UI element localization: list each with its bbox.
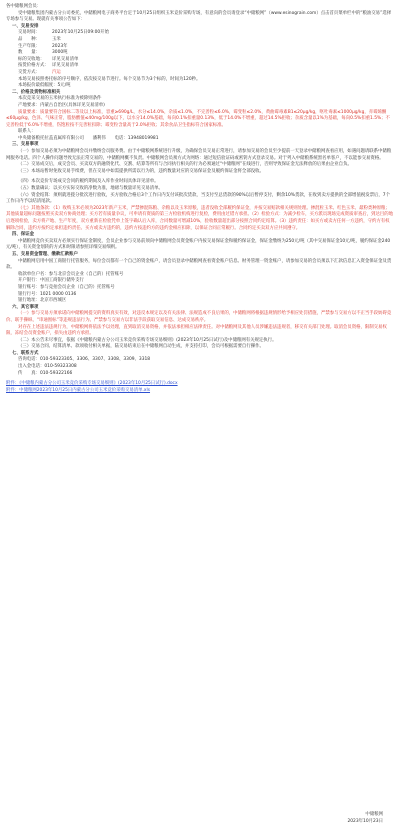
quantity-row: 数 量： 3000吨 — [18, 50, 68, 56]
matter-item: （二）交易成交后，成交会员、买卖双方的融资化代、交割、结算等所有与合同执行相关的行为必须通过“中储粮网”在线进行，否则导致保证金无法释放的后果由企业自负。 — [18, 162, 352, 168]
signature-date: 2023年10月23日 — [347, 818, 383, 824]
transport-row: 交货方式： 汽运 — [18, 69, 61, 75]
section-title-standard: 二、价格及货物标准相关 — [12, 89, 61, 95]
section-title-other: 六、其它事项 — [12, 304, 39, 310]
attachment-link-rules[interactable]: 附件：《中储粮内蒙古分公司玉米竞价采购专场交易细则》(2023年10月25日试行).docx — [6, 381, 178, 387]
rule-line: 本场报价最低幅度：5元/吨 — [18, 83, 71, 89]
section-title-deposit: 四、保证金 — [12, 232, 34, 238]
pricing-row: 按货价格方式： 详见交易清单 — [18, 63, 79, 69]
other-item: 对存在上述违法违规行为，中储粮网将依法予以处理，直到取消交易资格，并依法承担相应法律责任。对中储粮网及其他人员涉嫌违法违规者，移交有关部门处理。取消会员资格，限制交易权限，冻结会员资金账户，损失由违约方承担。 — [6, 324, 387, 337]
other-item: （三）交易合同、结算清单、款项收付相关单据，陆交易结束后在中储粮网自动生成，并支持打印，会员可根据需要自行操作。 — [18, 344, 264, 350]
trade-info — [6, 30, 393, 76]
section-title-matters: 三、交易事项 — [12, 142, 39, 148]
attachment-link-list[interactable]: 附件：中储粮网2023年10月25日内蒙古分公司玉米竞价采购交易清单.xls — [6, 387, 151, 393]
trade-time-row: 交易时间： 2023年10月25日09:00开始 — [18, 30, 109, 36]
signature-name: 中储粮网 — [365, 812, 383, 817]
standard-intro: 本次竞采交易的玉米执行标准为被除则条件 — [18, 96, 102, 102]
section-title-funds: 五、交易资金管理、缴款汇款账户 — [12, 251, 78, 257]
other-item: （一）参与交易方须承诺向中储粮网提交的资料真实有效，对违反本规定以及有关法律、法规造成不良后果的，中储粮网将根据违规情形给予相应处罚措施，严禁参与交易方以不正当手段妨碍竞价、联手操纵、“串通围标”等违规违法行为。严禁参与交易方以非法手段获取交易信息、达成交易秩序。 — [6, 311, 392, 323]
delivery-place-row: 标的交收地： 详见交易清单 — [18, 56, 79, 62]
contact-label: 联系人： — [18, 129, 36, 135]
year-row: 生产年限： 2023年 — [18, 43, 68, 49]
origin-requirement: 产地要求：内蒙古自治区(具体详见交易清单) — [18, 102, 105, 108]
matter-item: （五）数量确认：以买方实际交收的净数为准，地磅与数量详见交易清单。 — [18, 186, 163, 192]
phone-row: 咨询电话：010-59323305、3306、3307、3308、3309、3318 — [18, 357, 151, 363]
bank-row: 银行账号：参与竞拍会员企业（自己的）托管账号 — [18, 284, 115, 290]
matter-item-other: （七）其他条款：（1）收购玉米必须为2023年新产玉米，严禁掺混陈粮、杂粮以及玉米原粮，违者没收全部履约保证金，并按交易赔款相关规则处理。掺混粒玉米、红色玉米、最粉类种原粮；其他质量超标问题按照买卖双方协商处理；买方若有质量争议，可申请有资质的第三方检验机构进行复检，费用由过错方承担。（2）检验方式：为减少检车，买方派员现场完成资质审查后，到达目的地后逐项检验，卖方将产地、生产年度，双方重新在检验凭单上签字确认后入库，合同数量可增减10%，验收数量超出部分按照合同约定结算。（3）违约责任：如买方或卖方任何一方违约，守约方有权解除合同，违约方按约定承担违约责任。买方或卖方违约的，违约方按违约方的违约金相应扣除，以保证合同正常履行。合同约定买卖双方应共同遵守。 — [6, 205, 393, 231]
phone-row: 传 真：010-59322166 — [18, 370, 73, 376]
other-item: （二）本公告未尽事宜，依据《中储粮内蒙古分公司玉米竞价采购专场交易细则》(2023年10月25日试行)及中储粮网有关规定执行。 — [18, 337, 277, 343]
deposit-paragraph: 中储粮网竞价买卖双方必须实行保证金制度，会员企业参与交易前须向中储粮网会员资金账户内按交易保证金和履约保证金，保证金缴纳为250元/吨（其中交易保证金10元/吨，履约保证金240元/吨），有关资金划转的方式和时限请参照详细交易细则。 — [6, 238, 391, 251]
section-title-contact: 七、联系方式 — [12, 350, 39, 356]
quality-requirement: 质量要求：质量要符合国标二等及以上标准，容重≥690g/L，水分≤14.0%，杂质≤1.0%，不完善粒≤6.0%，霉变粒≤2.0%，黄曲霉毒素B1≤20μg/kg，呕吐毒素≤1000μg/kg，赤霉烯酮≤60μg/kg，色泽、气味正常，脂肪酸值≤40mg/100g以下，以水分14.0%基础，每向0.1%扣重量0.13%，低于14.0%不增重，超过14.5%拒收；杂质含量以1%为基础，每向0.5%扣重1.5%；不完善粒低于6.0%不增重，伤饱粒按不完善粒扣除；霉变粒含量高于2.0%拒收；其余食品卫生指标符合国家标准。 — [6, 109, 390, 128]
variety-row: 品 种： 玉米 — [18, 36, 61, 42]
bank-row: 开户银行：中国工商银行储外支行 — [18, 278, 84, 284]
phone-info — [6, 357, 393, 377]
matter-item: （四）本次竞价专场成交会同的履约期间及入库作业时间具体详见清单。 — [18, 179, 159, 185]
contact-info: 中央储备粮托拉盖直属库有限公司 潘利伟 电话：13948019981 — [18, 135, 159, 141]
bank-intro: 中储粮网启用中国工商银行托管服务，每位会员都有一个自己的资金账户，请会员登录中储粮网查看资金账户信息。财务管理一资金账户，请参加交易的会员须以下汇款信息汇入资金保证金及货款。 — [6, 258, 392, 271]
matter-item: （一）参加交易必须为中储粮网会员并缴纳会员服务费。由于中储粮网系统进行升级，为确保会员交易正常进行，请参加交易的会员至少提前一天登录中储粮网查看应用，如遇问题请联系中储粮网服务电话。四个人操作问题导致无法正常交易的，中储粮网概不负责。中储粮网会员须方式为网络：通过短信验证码或密钥方式登录交易。对于列入中储粮系统黑名单客户，不以能参交易资格。 — [6, 149, 392, 161]
section-title-trade: 一、交易安排 — [12, 23, 39, 29]
bank-row: 银行行号：1021 0000 0136 — [18, 291, 77, 297]
signature — [347, 812, 383, 825]
phone-row: 出入金电话：010-59323308 — [18, 364, 77, 370]
intro-paragraph: 受中储粮集团内蒙古分公司委托，中储粮网电子商务平台定于10月25日组织玉米竞价采购专场，有意向的会员请登录“中储粮网”（www.esinograin.com）点击首页菜单栏中的“粮油交易”选择专场参与交易。现就有关事项公告如下： — [6, 10, 392, 23]
bank-info — [6, 272, 393, 305]
bank-row: 收款单位户名：参与北京会员企业（自己的）托管账号 — [18, 271, 124, 277]
rule-line: 本场交易按照委托标的序号顺序，依次按交易节进行。每个交易节为3个标的，时间为120秒。 — [18, 76, 201, 82]
matter-item: （六）资金结算：须则就进拨分批次进行验收，买方验收合格后3个工作日内支付该批次货款，当支付至总货款的90%以后暂停支付，剩余10%货款，在收到卖方提供的全部增值税发票后，7个工作日内予以结清尾款。 — [6, 192, 390, 205]
greeting: 各中储粮网会员： — [6, 4, 42, 9]
matter-item: （三）本场站暂时免收交易手续费，但在交易中如需提供所需以行为的，违约数量对应的交易保证金及履约保证金将全部没收。 — [18, 168, 264, 174]
bank-row: 银行地址：北京市西城区 — [18, 298, 67, 304]
